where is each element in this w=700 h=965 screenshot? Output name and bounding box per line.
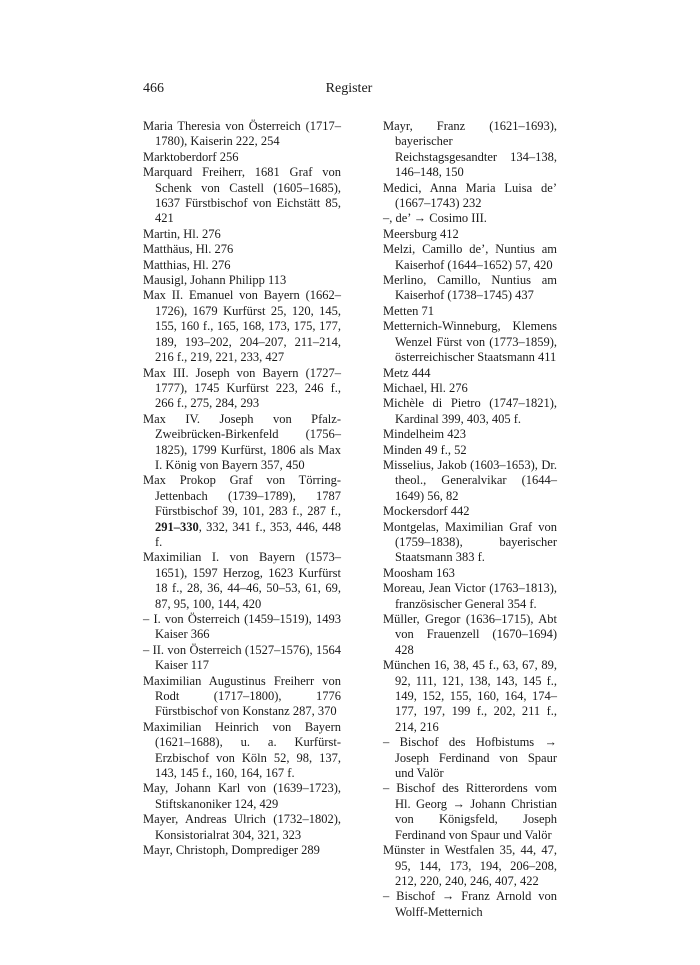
index-entry: Mausigl, Johann Philipp 113 bbox=[143, 273, 287, 288]
index-entry: Mayr, Franz (1621–1693), bayerischer Reichstagsgesandter 134–138, 146–148, 150 bbox=[383, 119, 557, 180]
index-entry: Maximilian I. von Bayern (1573–1651), 1597 Herzog, 1623 Kurfürst 18 f., 28, 36, 44–46, 50–53, 61, 69, 87, 95, 100, 144, 420 bbox=[143, 550, 341, 611]
index-entry: Müller, Gregor (1636–1715), Abt von Frauenzell (1670–1694) 428 bbox=[383, 612, 557, 657]
index-entry: Misselius, Jakob (1603–1653), Dr. theol., Generalvikar (1644–1649) 56, 82 bbox=[383, 457, 557, 503]
page-number: 466 bbox=[143, 81, 164, 96]
index-subentry: – Bischof des Ritterordens vom Hl. Georg → Johann Christian von Königsfeld, Joseph Ferdinand von Spaur und Valör bbox=[383, 781, 557, 842]
index-entry: Melzi, Camillo de’, Nuntius am Kaiserhof (1644–1652) 57, 420 bbox=[383, 242, 557, 272]
index-entry: Max III. Joseph von Bayern (1727–1777), 1745 Kurfürst 223, 246 f., 266 f., 275, 284, 293 bbox=[143, 365, 341, 411]
index-entry: Mindelheim 423 bbox=[383, 427, 466, 442]
index-entry: Metten 71 bbox=[383, 303, 435, 318]
index-subentry: – Bischof → Franz Arnold von Wolff-Metternich bbox=[383, 889, 557, 919]
index-entry: Mockersdorf 442 bbox=[383, 504, 470, 519]
index-entry-torring bbox=[143, 473, 341, 550]
index-entry: May, Johann Karl von (1639–1723), Stiftskanoniker 124, 429 bbox=[143, 781, 341, 811]
index-entry: Maximilian Augustinus Freiherr von Rodt (1717–1800), 1776 Fürstbischof von Konstanz 287, 370 bbox=[143, 673, 341, 719]
index-entry: Moosham 163 bbox=[383, 565, 455, 580]
index-entry: Matthias, Hl. 276 bbox=[143, 257, 231, 272]
index-entry: Minden 49 f., 52 bbox=[383, 442, 467, 457]
entry-text: Max Prokop Graf von Törring-Jettenbach (1739–1789), 1787 Fürstbischof 39, 101, 283 f., 287 f., bbox=[143, 473, 341, 519]
index-entry: Merlino, Camillo, Nuntius am Kaiserhof (1738–1745) 437 bbox=[383, 273, 557, 303]
index-entry: Medici, Anna Maria Luisa de’ (1667–1743) 232 bbox=[383, 180, 557, 211]
index-entry: Max IV. Joseph von Pfalz-Zweibrücken-Birkenfeld (1756–1825), 1799 Kurfürst, 1806 als Max I. König von Bayern 357, 450 bbox=[143, 411, 341, 472]
index-entry: Meersburg 412 bbox=[383, 226, 459, 241]
index-entry: Moreau, Jean Victor (1763–1813), französischer General 354 f. bbox=[383, 581, 557, 611]
index-entry: Metternich-Winneburg, Klemens Wenzel Fürst von (1773–1859), österreichischer Staatsmann 411 bbox=[383, 319, 557, 365]
index-column-left bbox=[143, 119, 341, 859]
bold-page-range: 291–330 bbox=[155, 519, 199, 534]
index-entry: München 16, 38, 45 f., 63, 67, 89, 92, 111, 121, 138, 143, 145 f., 149, 152, 155, 160, 164, 174–177, 197, 199 f., 202, 211 f., 214, 216 bbox=[383, 658, 557, 734]
index-entry: Matthäus, Hl. 276 bbox=[143, 242, 234, 257]
index-subentry: –, de’ → Cosimo III. bbox=[383, 211, 487, 226]
index-entry: Marktoberdorf 256 bbox=[143, 149, 239, 164]
entry-text: , 332, 341 f., 353, 446, 448 f. bbox=[155, 519, 341, 549]
index-subentry: – Bischof des Hofbistums → Joseph Ferdinand von Spaur und Valör bbox=[383, 735, 557, 781]
index-entry: Marquard Freiherr, 1681 Graf von Schenk von Castell (1605–1685), 1637 Fürstbischof von Eichstätt 85, 421 bbox=[143, 165, 341, 226]
running-title: Register bbox=[325, 81, 373, 96]
index-entry: Montgelas, Maximilian Graf von (1759–1838), bayerischer Staatsmann 383 f. bbox=[383, 519, 557, 565]
index-entry: Metz 444 bbox=[383, 365, 431, 380]
index-entry: Maximilian Heinrich von Bayern (1621–1688), u. a. Kurfürst-Erzbischof von Köln 52, 98, 137, 143, 145 f., 160, 164, 167 f. bbox=[143, 719, 341, 781]
index-column-right bbox=[383, 119, 557, 920]
index-subentry: – I. von Österreich (1459–1519), 1493 Kaiser 366 bbox=[143, 612, 341, 642]
index-entry: Mayr, Christoph, Domprediger 289 bbox=[143, 843, 320, 858]
index-entry: Martin, Hl. 276 bbox=[143, 226, 221, 241]
index-entry: Münster in Westfalen 35, 44, 47, 95, 144, 173, 194, 206–208, 212, 220, 240, 246, 407, 422 bbox=[383, 843, 557, 888]
index-subentry: – II. von Österreich (1527–1576), 1564 Kaiser 117 bbox=[143, 642, 341, 673]
index-entry: Maria Theresia von Österreich (1717–1780), Kaiserin 222, 254 bbox=[143, 119, 341, 149]
index-entry: Michael, Hl. 276 bbox=[383, 380, 468, 395]
index-entry: Max II. Emanuel von Bayern (1662–1726), 1679 Kurfürst 25, 120, 145, 155, 160 f., 165, 168, 173, 175, 177, 189, 193–202, 204–207, 211–214, 216 f., 219, 221, 233, 427 bbox=[143, 288, 341, 365]
page-header bbox=[143, 81, 555, 101]
index-entry: Michèle di Pietro (1747–1821), Kardinal 399, 403, 405 f. bbox=[383, 396, 557, 426]
index-entry: Mayer, Andreas Ulrich (1732–1802), Konsistorialrat 304, 321, 323 bbox=[143, 812, 341, 842]
